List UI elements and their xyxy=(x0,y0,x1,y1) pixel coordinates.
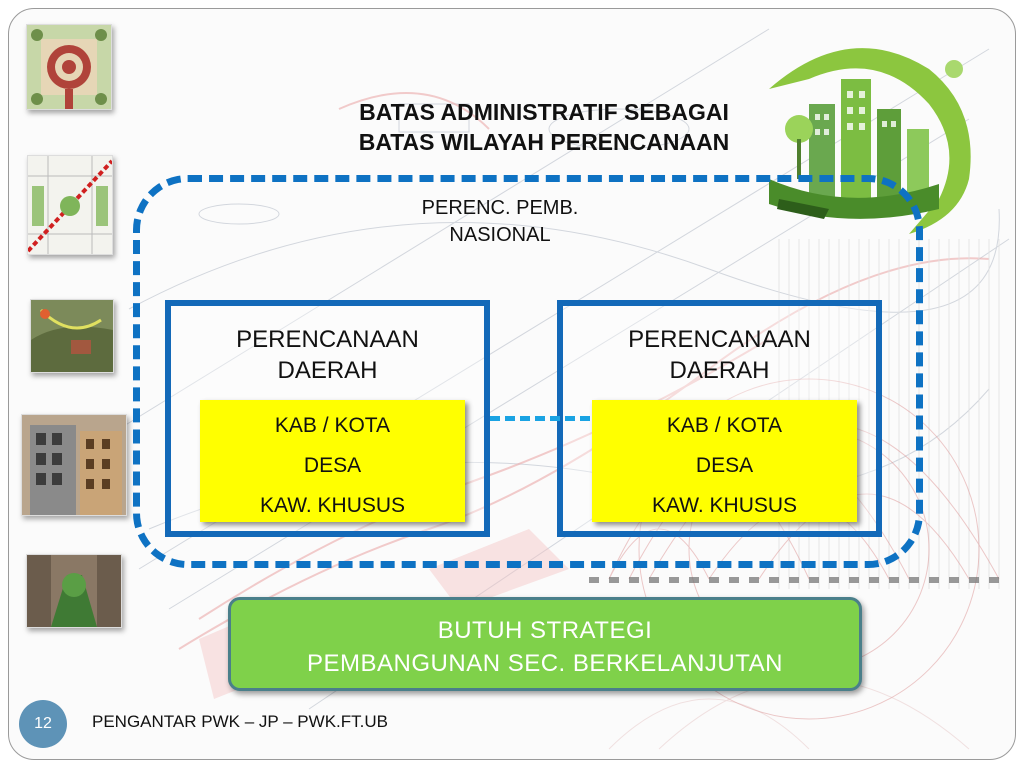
unit-item: KAB / KOTA xyxy=(666,414,783,437)
building-facade-thumbnail xyxy=(21,414,127,516)
unit-item: KAW. KHUSUS xyxy=(259,494,406,517)
title-line-2: BATAS WILAYAH PERENCANAAN xyxy=(358,129,730,155)
region-units-box-right xyxy=(592,400,857,522)
slide-title xyxy=(309,97,779,157)
regional-planning-label xyxy=(171,324,484,386)
regional-planning-label xyxy=(563,324,876,386)
title-line-1: BATAS ADMINISTRATIF SEBAGAI xyxy=(359,99,729,125)
unit-item: DESA xyxy=(695,454,754,477)
green-courtyard-thumbnail xyxy=(26,554,122,628)
national-line-2: NASIONAL xyxy=(449,224,551,246)
unit-item: KAW. KHUSUS xyxy=(651,494,798,517)
region-label-line-1: PERENCANAAN xyxy=(236,326,419,353)
region-label-line-2: DAERAH xyxy=(277,357,378,384)
unit-item: DESA xyxy=(303,454,362,477)
strategy-line-1: BUTUH STRATEGI xyxy=(437,617,653,644)
region-label-line-1: PERENCANAAN xyxy=(628,326,811,353)
national-planning-label xyxy=(370,195,630,249)
unit-item: KAB / KOTA xyxy=(274,414,391,437)
site-map-thumbnail xyxy=(30,299,114,373)
street-plan-thumbnail xyxy=(27,155,113,255)
region-units-box-left xyxy=(200,400,465,522)
strategy-line-2: PEMBANGUNAN SEC. BERKELANJUTAN xyxy=(307,650,783,677)
garden-plan-thumbnail xyxy=(26,24,112,110)
national-line-1: PERENC. PEMB. xyxy=(421,197,579,219)
region-label-line-2: DAERAH xyxy=(669,357,770,384)
regional-link-dashed xyxy=(490,416,590,421)
footer-text: PENGANTAR PWK – JP – PWK.FT.UB xyxy=(92,712,388,731)
page-number-badge: 12 xyxy=(19,700,67,748)
sustainable-strategy-box xyxy=(228,597,862,691)
